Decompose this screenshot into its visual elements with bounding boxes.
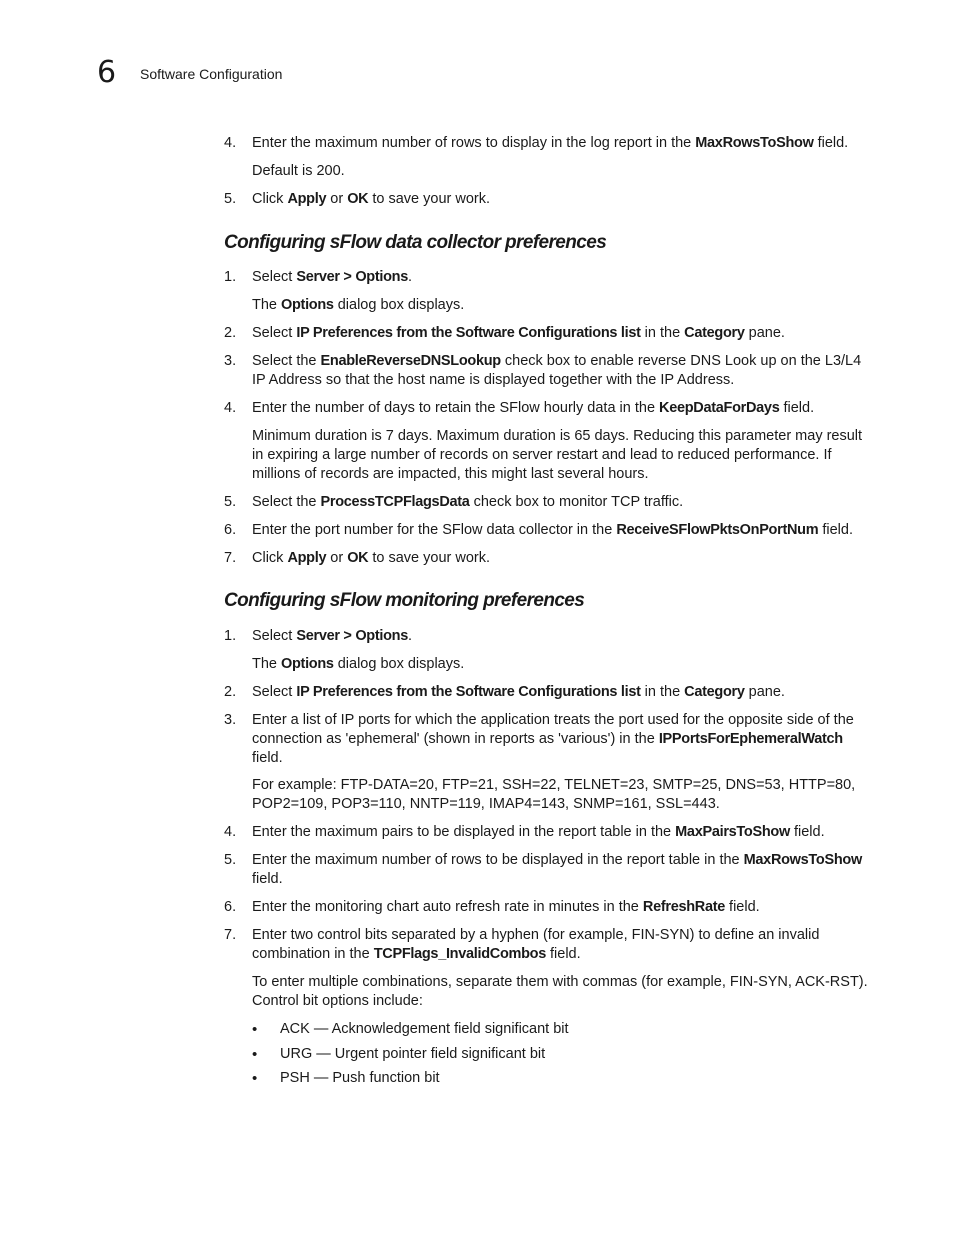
bullet-icon: • (252, 1070, 258, 1087)
step-note: Default is 200. (252, 163, 345, 179)
monitoring-step-1-note: The Options dialog box displays. (252, 656, 465, 672)
step-text: Click Apply or OK to save your work. (252, 191, 491, 207)
step-number: 5. (224, 191, 237, 207)
chapter-title: Software Configuration (140, 66, 283, 82)
step-number: 4. (224, 135, 237, 151)
section-heading-monitoring: Configuring sFlow monitoring preferences (224, 590, 585, 611)
collector-step-4-note: Minimum duration is 7 days. Maximum duration is 65 days. Reducing this parameter may result in expiring a large number of records on server restart and lead to reduced performance. If millions of records are impacted, this might last several hours. (252, 428, 863, 482)
monitoring-step-7-note: To enter multiple combinations, separate them with commas (for example, FIN-SYN, ACK-RST). Control bit options include: (252, 974, 868, 1009)
collector-step-1-note: The Options dialog box displays. (252, 297, 465, 313)
step-text: Enter the maximum number of rows to display in the log report in the MaxRowsToShow field. (252, 135, 849, 151)
bullet-icon: • (252, 1021, 258, 1038)
section-heading-collector: Configuring sFlow data collector preferences (224, 232, 607, 253)
field-name: MaxRowsToShow (695, 135, 814, 151)
chapter-number: 6 (97, 55, 117, 90)
monitoring-step-3-note: For example: FTP-DATA=20, FTP=21, SSH=22, TELNET=23, SMTP=25, DNS=53, HTTP=80, POP2=109, POP3=110, NNTP=119, IMAP4=143, SNMP=161, SSL=443. (252, 777, 856, 812)
bullet-icon: • (252, 1046, 258, 1063)
